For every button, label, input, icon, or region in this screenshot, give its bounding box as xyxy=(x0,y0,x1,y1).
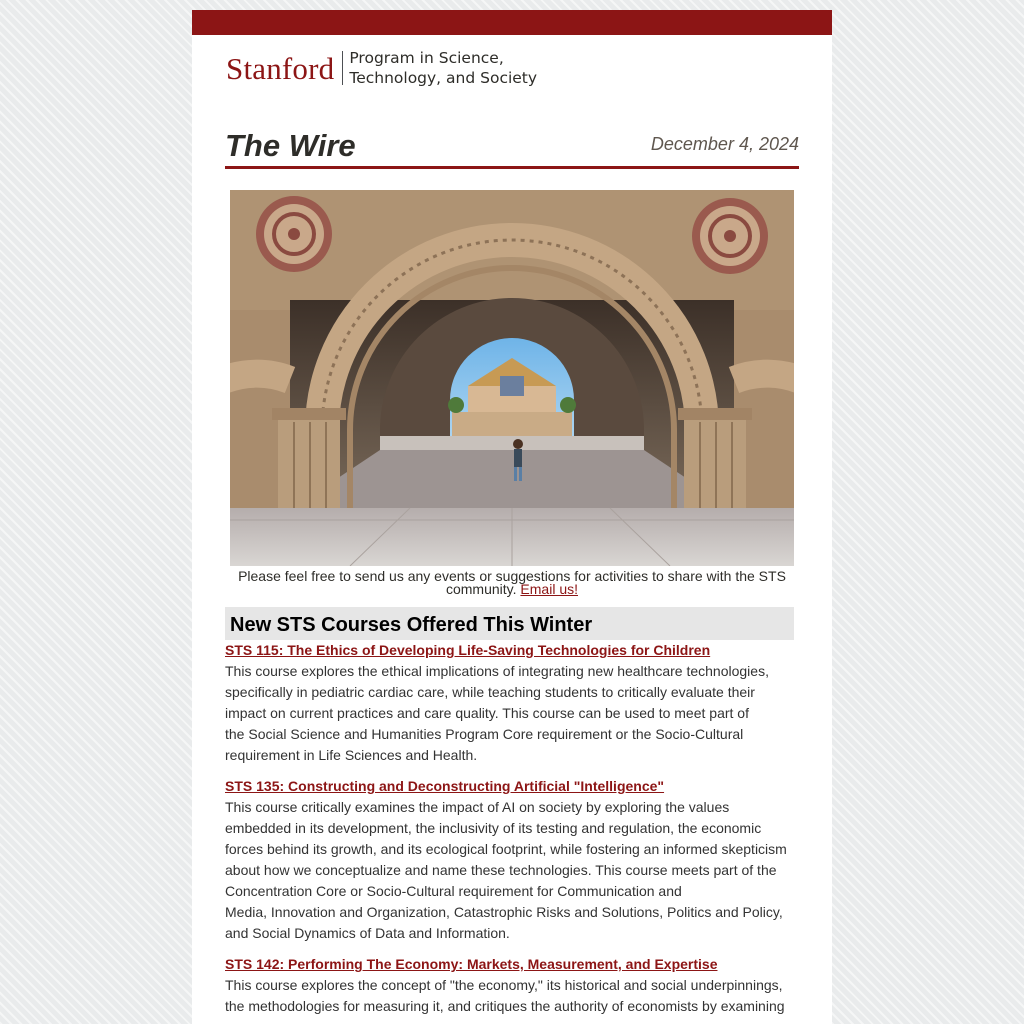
stanford-wordmark: Stanford xyxy=(226,50,335,86)
course-item xyxy=(225,776,800,944)
program-name-line-2: Technology, and Society xyxy=(349,69,538,87)
program-name xyxy=(349,48,537,88)
hero-image-arches xyxy=(230,190,794,566)
course-description xyxy=(225,661,800,766)
course-title-link[interactable]: STS 135: Constructing and Deconstructing Artificial "Intelligence" xyxy=(225,778,665,794)
stanford-sts-logo[interactable] xyxy=(226,48,537,88)
description-line: This course explores the concept of "the economy," its historical and social underpinnings, xyxy=(225,977,783,993)
description-line: impact on current practices and care quality. This course can be used to meet part of xyxy=(225,705,749,721)
description-line: embedded in its development, the inclusivity of its testing and regulation, the economic xyxy=(225,820,762,836)
description-line: Media, Innovation and Organization, Catastrophic Risks and Solutions, Politics and Policy, xyxy=(225,904,783,920)
top-accent-bar xyxy=(192,10,832,35)
section-heading: New STS Courses Offered This Winter xyxy=(225,607,794,640)
program-name-line-1: Program in Science, xyxy=(349,49,504,67)
description-line: specifically in pediatric cardiac care, while teaching students to critically evaluate their xyxy=(225,684,755,700)
newsletter-container xyxy=(192,10,832,1024)
description-line: forces behind its growth, and its ecological footprint, while fostering an informed skepticism xyxy=(225,841,787,857)
description-line: This course explores the ethical implications of integrating new healthcare technologies, xyxy=(225,663,769,679)
course-description xyxy=(225,797,800,944)
masthead xyxy=(225,120,799,169)
email-us-link[interactable]: Email us! xyxy=(520,581,578,597)
logo-divider xyxy=(342,51,343,85)
description-line: the methodologies for measuring it, and critiques the authority of economists by examining xyxy=(225,998,785,1014)
caption-text: Please feel free to send us any events or suggestions for activities to share with the STS community. xyxy=(238,568,786,597)
description-line: about how we conceptualize and name these technologies. This course meets part of the xyxy=(225,862,777,878)
arch-illustration xyxy=(230,190,794,566)
photo-caption xyxy=(230,570,794,596)
course-list xyxy=(225,640,800,1024)
description-line: the Social Science and Humanities Program Core requirement or the Socio-Cultural xyxy=(225,726,744,742)
issue-date: December 4, 2024 xyxy=(650,134,799,154)
description-line: Concentration Core or Socio-Cultural requirement for Communication and xyxy=(225,883,682,899)
course-description xyxy=(225,975,800,1017)
description-line: requirement in Life Sciences and Health. xyxy=(225,747,478,763)
description-line: This course critically examines the impact of AI on society by exploring the values xyxy=(225,799,730,815)
course-title-link[interactable]: STS 142: Performing The Economy: Markets, Measurement, and Expertise xyxy=(225,956,718,972)
course-item xyxy=(225,640,800,766)
newsletter-title: The Wire xyxy=(225,128,356,163)
course-title-link[interactable]: STS 115: The Ethics of Developing Life-Saving Technologies for Children xyxy=(225,642,711,658)
description-line: and Social Dynamics of Data and Information. xyxy=(225,925,510,941)
course-item xyxy=(225,954,800,1017)
